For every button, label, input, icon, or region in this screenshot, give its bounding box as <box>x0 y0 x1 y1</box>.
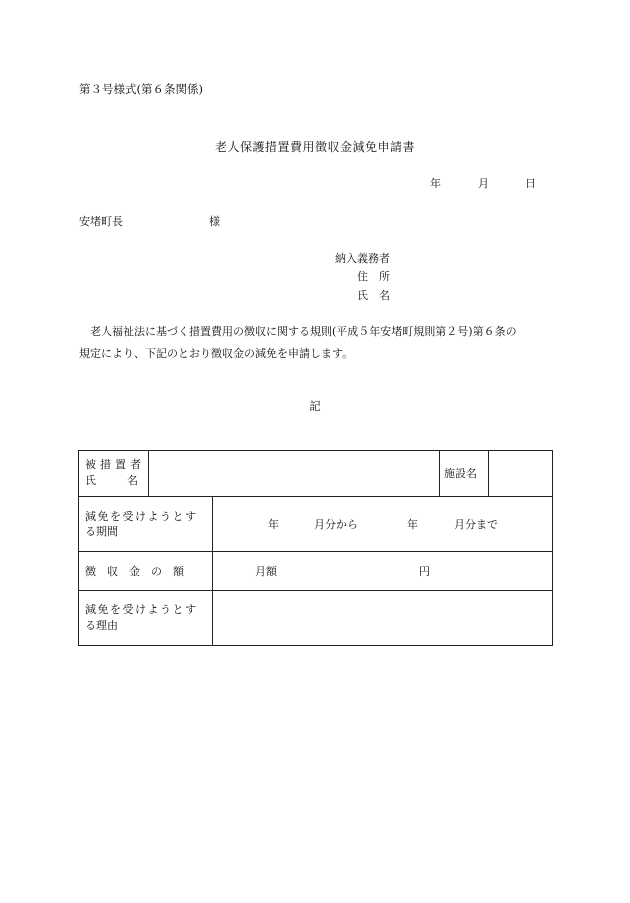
body-text-line1: 老人福祉法に基づく措置費用の徴収に関する規則(平成５年安堵町規則第２号)第６条の <box>90 325 517 338</box>
detail-table <box>78 450 553 646</box>
addressee <box>79 213 220 229</box>
table-row-period <box>79 497 552 552</box>
addressee-name: 安堵町長 <box>79 215 123 228</box>
date-day-label: 日 <box>525 177 536 190</box>
reason-label-cell <box>79 591 213 645</box>
subject-label-cell <box>79 451 149 496</box>
period-label-line1: 減免を受けようとす <box>85 510 198 523</box>
amount-label: 徴 収 金 の 額 <box>85 565 184 578</box>
addressee-honorific: 様 <box>209 215 220 228</box>
applicant-address-label: 住 所 <box>357 270 390 283</box>
facility-label: 施設名 <box>444 467 477 480</box>
amount-yen-label: 円 <box>419 565 430 578</box>
date-month-label: 月 <box>478 177 489 190</box>
applicant-heading: 納入義務者 <box>335 252 390 265</box>
period-label-cell <box>79 497 213 551</box>
period-month-to: 月分まで <box>454 518 498 531</box>
facility-label-cell <box>440 451 489 496</box>
period-value-cell[interactable] <box>213 497 552 551</box>
document-title: 老人保護措置費用徴収金減免申請書 <box>214 140 415 154</box>
subject-label-line2: 氏 名 <box>85 474 141 487</box>
reason-label-line1: 減免を受けようとす <box>85 603 198 616</box>
subject-label-line1: 被措置者 <box>85 458 145 471</box>
form-number: 第３号様式(第６条関係) <box>79 82 203 96</box>
period-year-from: 年 <box>268 518 279 531</box>
table-row-amount <box>79 552 552 591</box>
table-row-subject <box>79 451 552 497</box>
reason-value-cell[interactable] <box>213 591 552 645</box>
body-text-line2: 規定により、下記のとおり徴収金の減免を申請します。 <box>79 347 354 360</box>
facility-value-cell[interactable] <box>489 451 552 496</box>
amount-label-cell <box>79 552 213 590</box>
amount-value-cell[interactable] <box>213 552 552 590</box>
period-year-to: 年 <box>407 518 418 531</box>
table-row-reason <box>79 591 552 645</box>
reason-label-line2: る理由 <box>85 619 118 632</box>
ki-mark: 記 <box>309 399 321 413</box>
subject-name-value-cell[interactable] <box>149 451 440 496</box>
period-label-line2: る期間 <box>85 525 118 538</box>
amount-monthly-label: 月額 <box>255 565 277 578</box>
period-month-from: 月分から <box>314 518 358 531</box>
applicant-name-label: 氏 名 <box>357 289 390 302</box>
date-year-label: 年 <box>430 177 441 190</box>
